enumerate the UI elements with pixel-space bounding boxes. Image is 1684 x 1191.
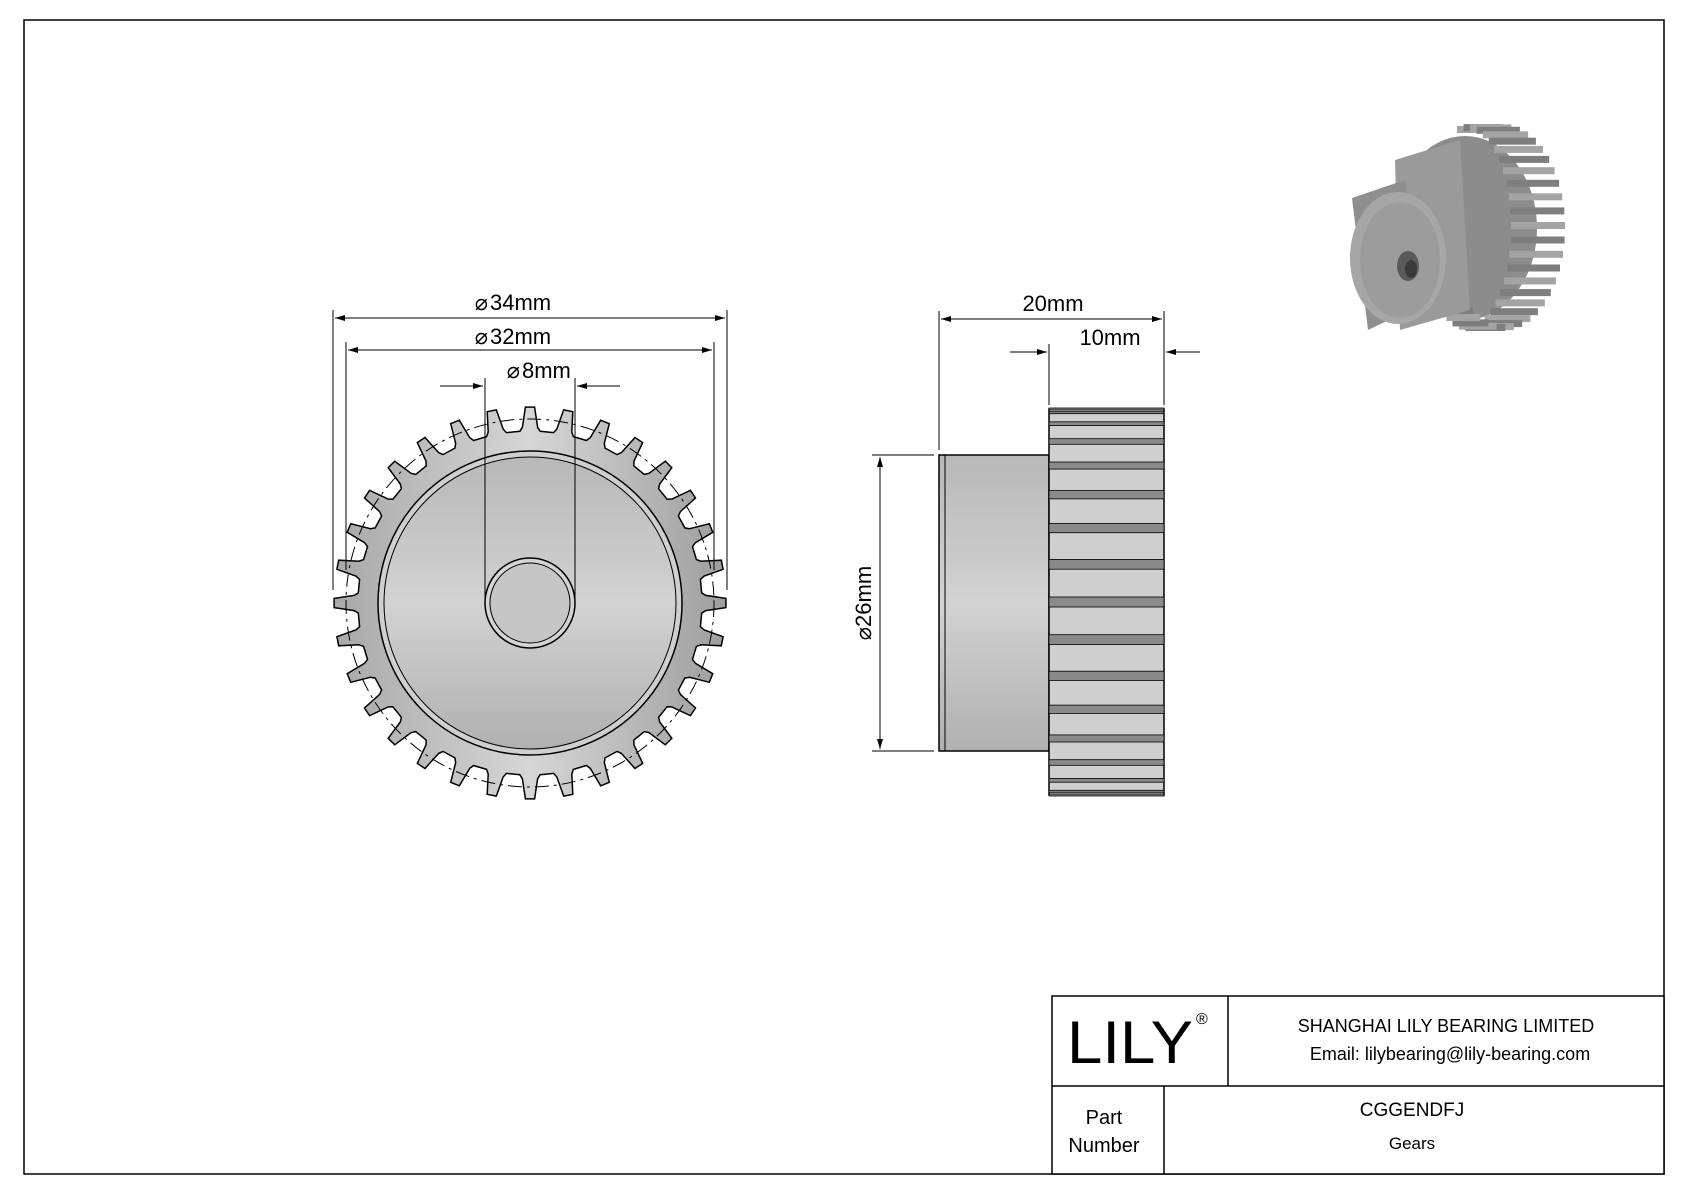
render-tooth <box>1483 131 1528 138</box>
render-bore-inner <box>1405 260 1417 278</box>
dim-outer-diameter-symbol: ⌀ <box>474 290 488 315</box>
side-view <box>851 291 1200 796</box>
side-tooth-stripe <box>1049 790 1164 792</box>
side-tooth-stripe <box>1049 462 1164 469</box>
render-tooth <box>1500 289 1551 296</box>
side-tooth-stripe <box>1049 412 1164 414</box>
render-tooth <box>1489 138 1536 145</box>
company-email: Email: lilybearing@lily-bearing.com <box>1309 1044 1591 1064</box>
side-tooth-stripe <box>1049 491 1164 499</box>
dim-pitch-diameter-symbol: ⌀ <box>474 324 488 349</box>
side-tooth-stripe <box>1049 735 1164 742</box>
render-tooth <box>1504 277 1556 284</box>
render-tooth <box>1507 265 1560 272</box>
side-tooth-stripe <box>1049 524 1164 533</box>
title-block <box>1052 996 1664 1174</box>
side-tooth-stripe <box>1049 794 1164 796</box>
dim-outer-diameter: 34mm <box>490 290 552 315</box>
side-tooth-stripe <box>1049 760 1164 766</box>
side-tooth-stripe <box>1049 559 1164 569</box>
side-tooth-stripe <box>1049 408 1164 410</box>
render-tooth <box>1511 222 1565 229</box>
render-tooth <box>1496 299 1545 306</box>
company-logo: LILY <box>1067 1009 1193 1076</box>
dim-total-length: 20mm <box>1022 291 1084 316</box>
render-tooth <box>1499 156 1549 163</box>
front-view <box>333 290 727 799</box>
tooth-stripes <box>1049 408 1164 796</box>
dim-hub-diameter-symbol: ⌀ <box>851 626 876 641</box>
part-category: Gears <box>1388 1134 1436 1153</box>
dim-hub-diameter <box>851 566 876 640</box>
render-tooth <box>1490 308 1538 315</box>
part-label-line2: Number <box>1068 1135 1140 1157</box>
side-tooth-stripe <box>1049 439 1164 445</box>
render-tooth <box>1511 237 1565 244</box>
logo-registered-mark: ® <box>1196 1011 1208 1028</box>
dim-face-width: 10mm <box>1079 325 1141 350</box>
bore-inner <box>490 563 570 643</box>
dim-hub-diameter-value: 26mm <box>851 565 876 627</box>
render-tooth <box>1509 193 1562 200</box>
side-tooth-stripe <box>1049 705 1164 713</box>
side-tooth-stripe <box>1049 778 1164 782</box>
render-tooth <box>1494 146 1543 153</box>
side-tooth-stripe <box>1049 671 1164 680</box>
part-number: CGGENDFJ <box>1359 1100 1465 1121</box>
side-tooth-stripe <box>1049 597 1164 607</box>
render-tooth <box>1507 180 1560 187</box>
side-tooth-stripe <box>1049 635 1164 645</box>
hub-side <box>939 455 1049 751</box>
render-tooth <box>1503 167 1555 174</box>
side-tooth-stripe <box>1049 422 1164 426</box>
dim-bore-diameter: 8mm <box>522 358 571 383</box>
render-tooth <box>1510 251 1564 258</box>
render-tooth <box>1511 207 1565 214</box>
gear-3d-render <box>1350 124 1565 331</box>
dim-pitch-diameter: 32mm <box>490 324 552 349</box>
company-name: SHANGHAI LILY BEARING LIMITED <box>1297 1016 1595 1036</box>
dim-bore-diameter-symbol: ⌀ <box>506 358 520 383</box>
part-label-line1: Part <box>1085 1107 1123 1129</box>
